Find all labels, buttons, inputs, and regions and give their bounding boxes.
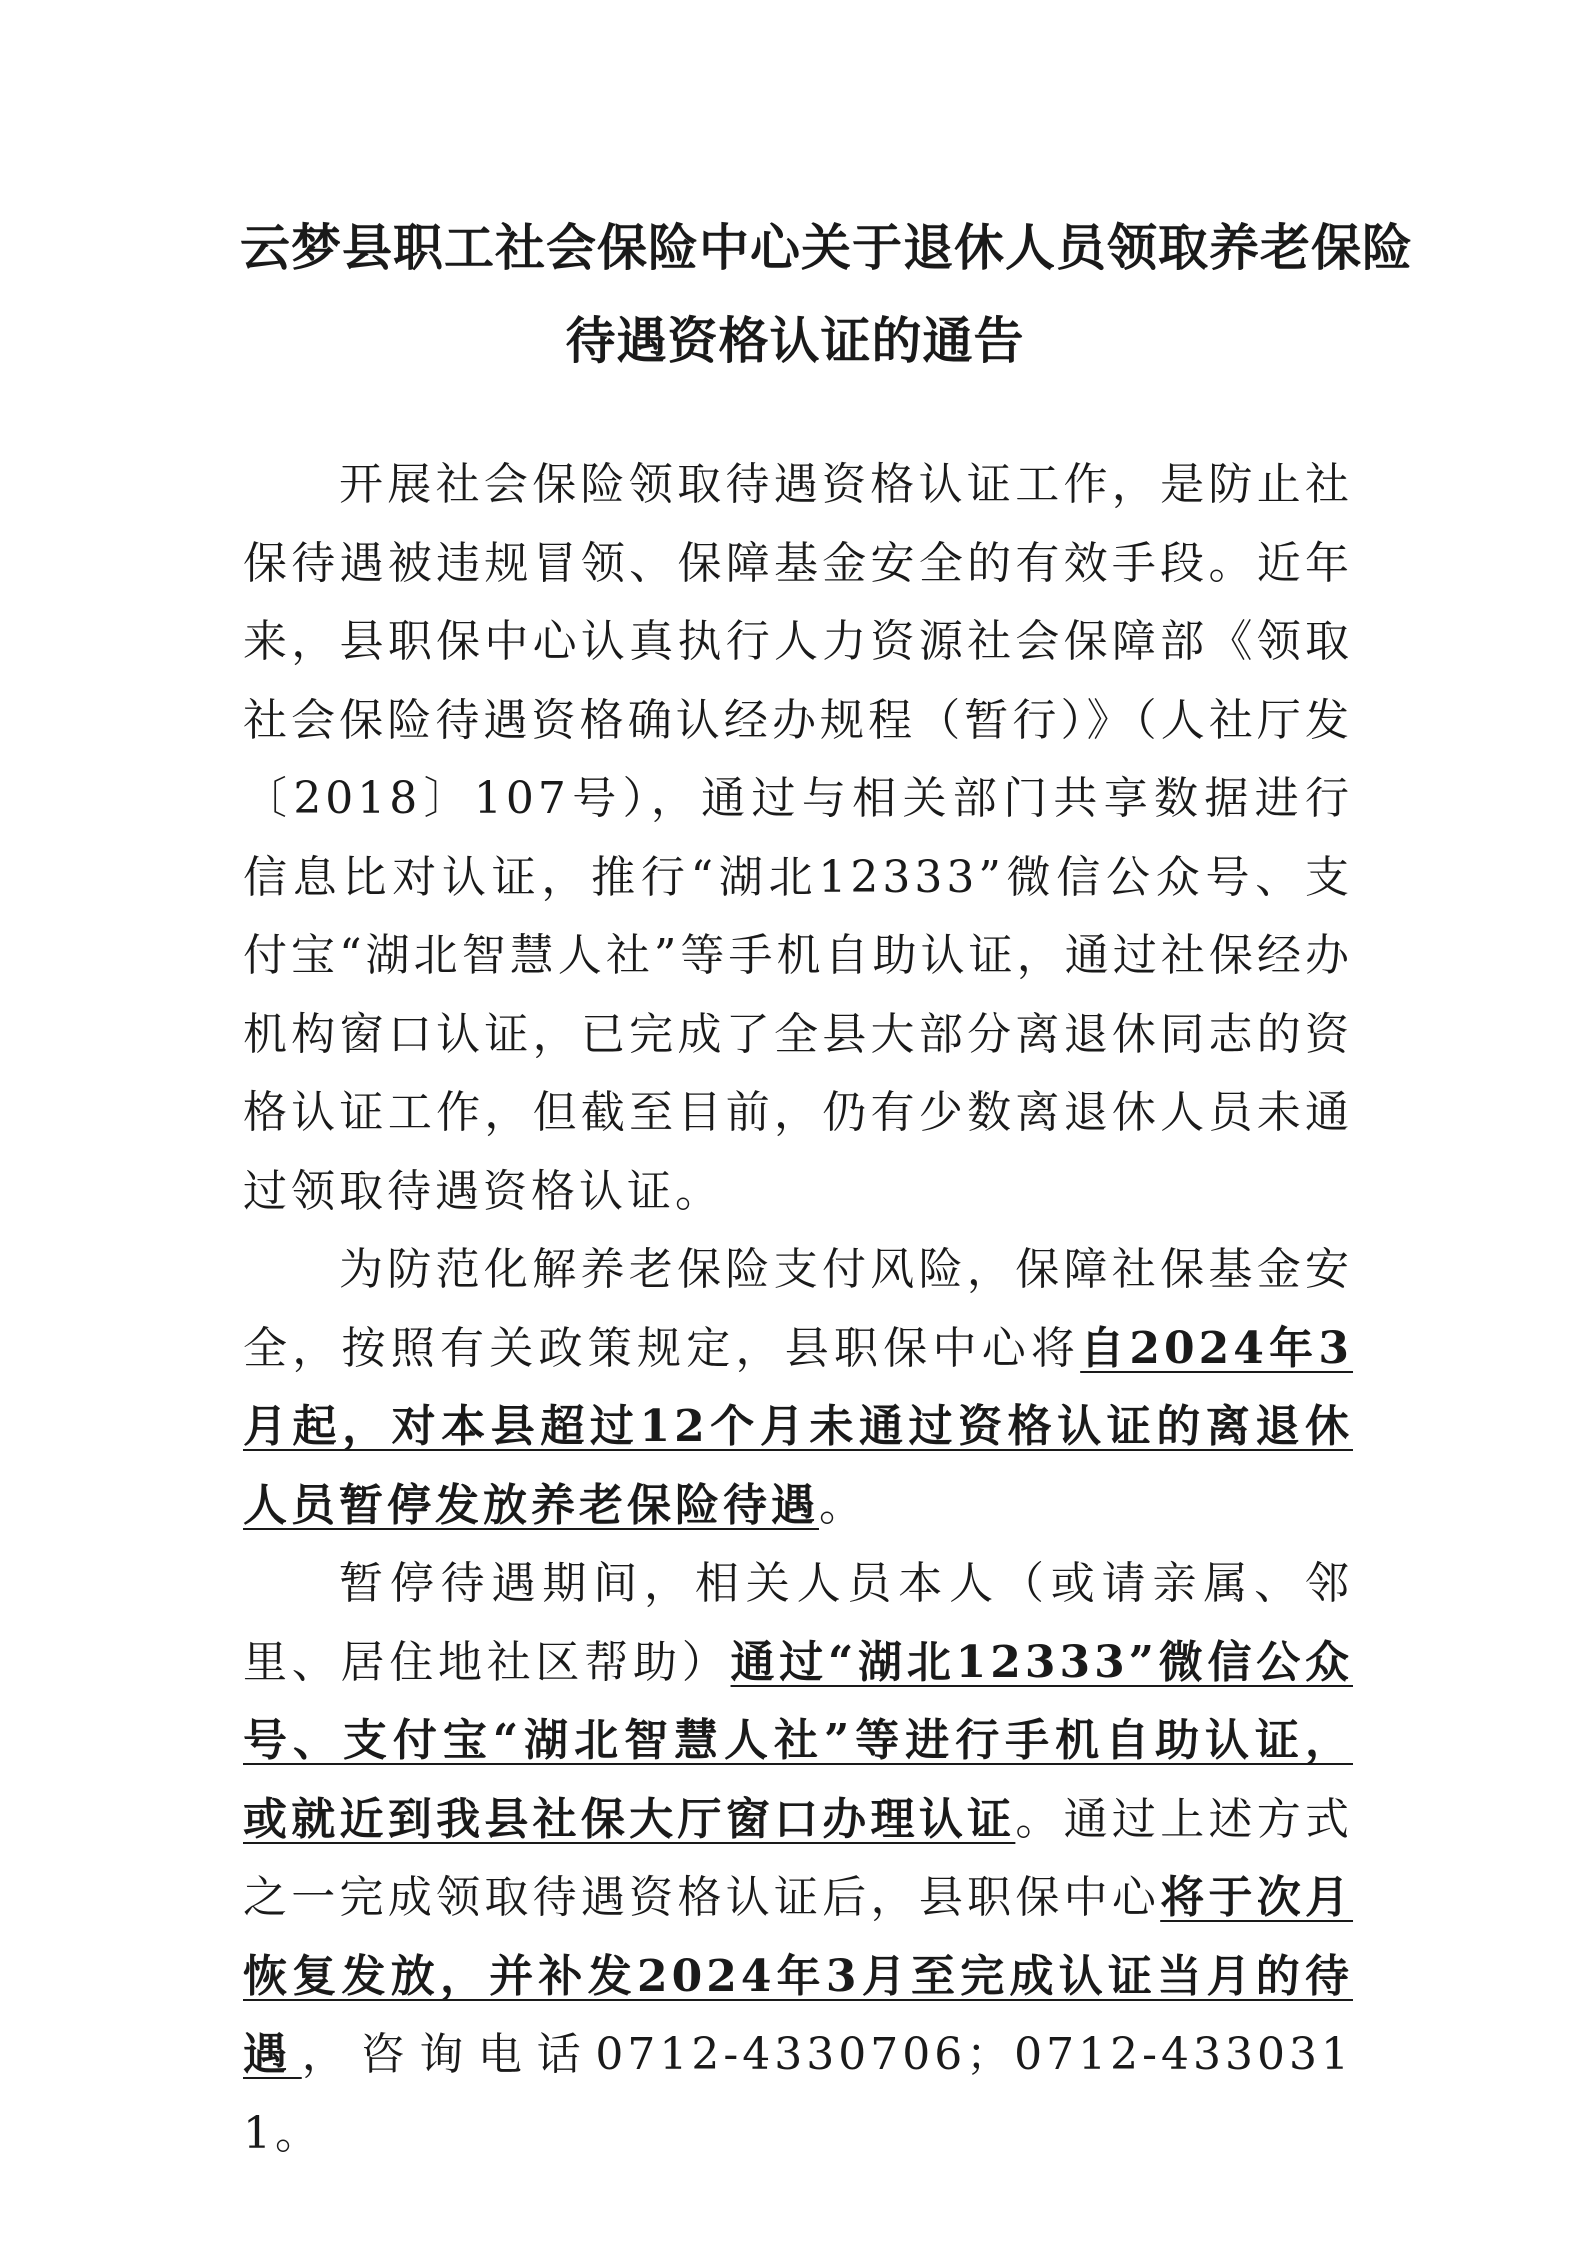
suspension-notice-emphasis: 自2024年3月起，对本县超过12个月未通过资格认证的离退休人员暂停发放养老保险待遇 bbox=[243, 1322, 1354, 1531]
notice-body bbox=[243, 446, 1353, 2173]
paragraph-2 bbox=[243, 1231, 1353, 1545]
paragraph-3 bbox=[243, 1545, 1353, 2173]
paragraph-3-text: 暂停待遇期间，相关人员本人（或请亲属、邻里、居住地社区帮助） bbox=[243, 1558, 1353, 1688]
resume-payment-emphasis: 将于次月恢复发放，并补发2024年3月至完成认证当月的待遇 bbox=[243, 1872, 1354, 2080]
paragraph-2-end: 。 bbox=[819, 1479, 867, 1531]
notice-title-line-1: 云梦县职工社会保险中心关于退休人员领取养老保险 bbox=[240, 218, 1413, 277]
paragraph-3-middle: 。通过上述方式之一完成领取待遇资格认证后，县职保中心 bbox=[243, 1793, 1354, 1923]
authentication-method-emphasis: 通过“湖北12333”微信公众号、支付宝“湖北智慧人社”等进行手机自助认证，或就近到我县社保大厅窗口办理认证 bbox=[243, 1636, 1353, 1845]
paragraph-1: 开展社会保险领取待遇资格认证工作，是防止社保待遇被违规冒领、保障基金安全的有效手段。近年来，县职保中心认真执行人力资源社会保障部《领取社会保险待遇资格确认经办规程（暂行）》（人社厅发〔2018〕107号），通过与相关部门共享数据进行信息比对认证，推行“湖北12333”微信公众号、支付宝“湖北智慧人社”等手机自助认证，通过社保经办机构窗口认证，已完成了全县大部分离退休同志的资格认证工作，但截至目前，仍有少数离退休人员未通过领取待遇资格认证。 bbox=[243, 459, 1353, 1217]
notice-title-line-2: 待遇资格认证的通告 bbox=[565, 311, 1025, 370]
paragraph-3-contact: ，咨询电话0712-4330706；0712-4330311。 bbox=[243, 2029, 1353, 2159]
paragraph-2-text: 为防范化解养老保险支付风险，保障社保基金安全，按照有关政策规定，县职保中心将 bbox=[243, 1244, 1353, 1374]
